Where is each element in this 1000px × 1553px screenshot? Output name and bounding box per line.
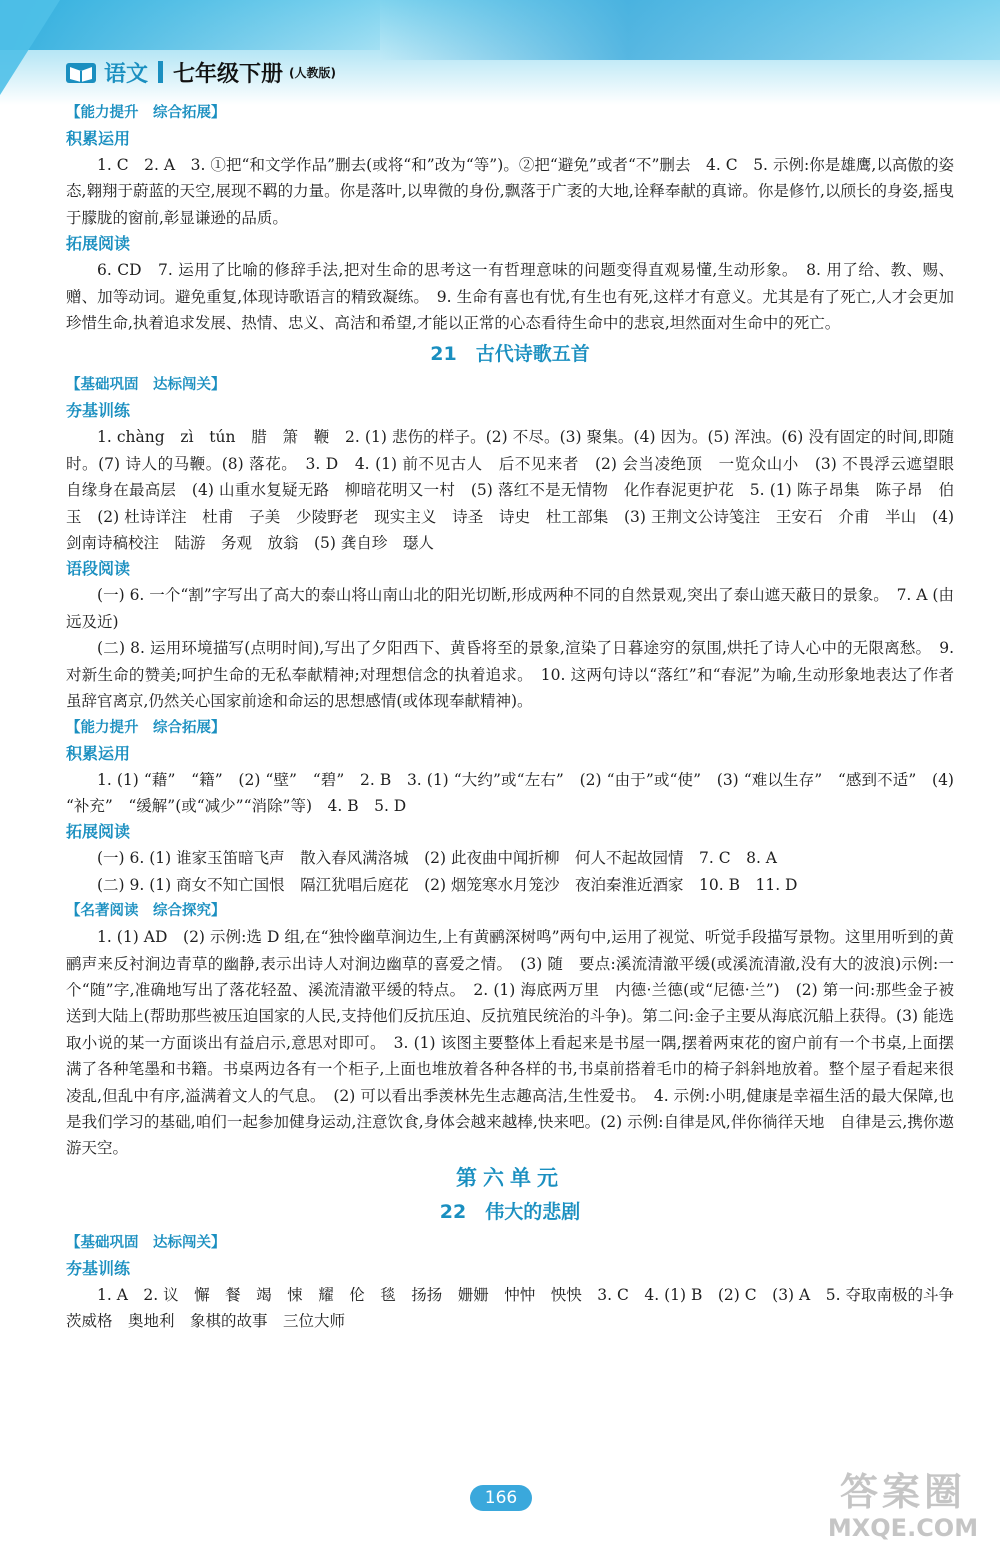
page-header bbox=[66, 56, 336, 88]
watermark-cn: 答案圈 bbox=[839, 1470, 966, 1514]
open-book-icon bbox=[66, 61, 96, 83]
section-bracket-heading: 【能力提升 综合拓展】 bbox=[66, 105, 226, 121]
answer-paragraph: (一) 6. (1) 谁家玉笛暗飞声 散入春风满洛城 (2) 此夜曲中闻折柳 何人不起故园情 7. C 8. A bbox=[97, 849, 777, 868]
subsection-heading: 夯基训练 bbox=[66, 1258, 131, 1278]
answer-paragraph: 1. A 2. 议 懈 餐 竭 悚 耀 伦 毯 扬扬 姗姗 忡忡 怏怏 3. C 4. (1) B (2) C (3) A 5. 夺取南极的斗争 茨威格 奥地利 象棋的故事 三位大师 bbox=[66, 1285, 970, 1331]
lesson-title: 21 古代诗歌五首 bbox=[430, 343, 590, 366]
section-bracket-heading: 【基础巩固 达标闯关】 bbox=[66, 377, 226, 394]
answer-paragraph: 1. C 2. A 3. ①把“和文学作品”删去(或将“和”改为“等”)。②把“避免”或者“不”删去 4. C 5. 示例:你是雄鹰,以高傲的姿态,翱翔于蔚蓝的天空,展现不羁的力量。你是落叶,以卑微的身份,飘落于广袤的大地,诠释奉献的真谛。你是修竹,以颀长的身姿,摇曳于朦胧的窗前,彰显谦逊的品质。 bbox=[66, 156, 954, 227]
header-divider bbox=[158, 61, 163, 83]
section-bracket-heading: 【基础巩固 达标闯关】 bbox=[66, 1234, 226, 1251]
watermark-logo bbox=[818, 1470, 988, 1548]
grade-label: 七年级下册 bbox=[173, 61, 284, 87]
section-bracket-heading: 【名著阅读 综合探究】 bbox=[66, 903, 226, 920]
answer-paragraph: 1. (1) AD (2) 示例:选 D 组,在“独怜幽草涧边生,上有黄鹂深树鸣”两句中,运用了视觉、听觉手段描写景物。这里用听到的黄鹂声来反衬涧边青草的幽静,表示出诗人对涧边幽草的喜爱之情。 (3) 随 要点:溪流清澈平缓(或溪流清澈,没有大的波浪)示例:一个“随”字,准确地写出了落花轻盈、溪流清澈平缓的特点。 2. (1) 海底两万里 内德·兰德(或“尼德·兰”) (2) 第一问:那些金子被送到大陆上(帮助那些被压迫国家的人民,支持他们反抗压迫、反抗殖民统治的斗争)。第二问:金子主要从海底沉船上获得。(3) 能选取小说的某一方面谈出有益启示,意思对即可。 3. (1) 该图主要整体上看起来是书屋一隅,摆着两束花的窗户前有一个书桌,上面摆满了各种笔墨和书籍。书桌两边各有一个柜子,上面也堆放着各种各样的书,书桌前搭着毛巾的椅子斜斜地放着。整个屋子看起来很凌乱,但乱中有序,溢满着文人的气息。 (2) 可以看出季羡林先生志趣高洁,生性爱书。 4. 示例:小明,健康是幸福生活的最大保障,也是我们学习的基础,咱们一起参加健身运动,注意饮食,身体会越来越棒,快来吧。(2) 示例:自律是风,伴你徜徉天地 自律是云,携你遨游天空。 bbox=[66, 928, 954, 1158]
banner-triangle bbox=[0, 0, 60, 95]
page-number: 166 bbox=[470, 1485, 532, 1511]
answer-paragraph: 6. CD 7. 运用了比喻的修辞手法,把对生命的思考这一有哲理意味的问题变得直观易懂,生动形象。 8. 用了给、教、赐、赠、加等动词。避免重复,体现诗歌语言的精致凝练。 9. 生命有喜也有忧,有生也有死,这样才有意义。尤其是有了死亡,人才会更加珍惜生命,执着追求发展、热情、忠义、高洁和希望,才能以正常的心态看待生命中的悲哀,坦然面对生命中的死亡。 bbox=[66, 261, 954, 333]
subsection-heading: 拓展阅读 bbox=[66, 822, 131, 842]
subsection-heading: 积累运用 bbox=[66, 129, 131, 148]
subsection-heading: 拓展阅读 bbox=[66, 234, 131, 254]
subsection-heading: 积累运用 bbox=[66, 743, 131, 763]
subsection-heading: 夯基训练 bbox=[66, 401, 131, 421]
edition-label: (人教版) bbox=[289, 65, 337, 80]
unit-title: 第六单元 bbox=[456, 1165, 564, 1190]
answer-paragraph: (一) 6. 一个“割”字写出了高大的泰山将山南山北的阳光切断,形成两种不同的自然景观,突出了泰山遮天蔽日的景象。 7. A (由远及近) bbox=[66, 586, 954, 631]
banner-stripe-right bbox=[380, 0, 1000, 60]
answer-paragraph: 1. chàng zì tún 腊 箫 鞭 2. (1) 悲伤的样子。(2) 不尽。(3) 聚集。(4) 因为。(5) 浑浊。(6) 没有固定的时间,即随时。(7) 诗人的马鞭。(8) 落花。 3. D 4. (1) 前不见古人 后不见来者 (2) 会当凌绝顶 一览众山小 (3) 不畏浮云遮望眼 自缘身在最高层 (4) 山重水复疑无路 柳暗花明又一村 (5) 落红不是无情物 化作春泥更护花 5. (1) 陈子昂集 陈子昂 伯玉 (2) 杜诗详注 杜甫 子美 少陵野老 现实主义 诗圣 诗史 杜工部集 (3) 王荆文公诗笺注 王安石 介甫 半山 (4) 剑南诗稿校注 陆游 务观 放翁 (5) 龚自珍 璱人 bbox=[66, 428, 970, 553]
subject-label: 语文 bbox=[104, 61, 149, 87]
watermark-en: MXQE.COM bbox=[827, 1514, 979, 1542]
answer-paragraph: (二) 9. (1) 商女不知亡国恨 隔江犹唱后庭花 (2) 烟笼寒水月笼沙 夜泊秦淮近酒家 10. B 11. D bbox=[97, 875, 798, 894]
section-bracket-heading: 【能力提升 综合拓展】 bbox=[66, 719, 226, 736]
answer-paragraph: (二) 8. 运用环境描写(点明时间),写出了夕阳西下、黄昏将至的景象,渲染了日暮途穷的氛围,烘托了诗人心中的无限离愁。 9. 对新生命的赞美;呵护生命的无私奉献精神;对理想信念的执着追求。 10. 这两句诗以“落红”和“春泥”为喻,生动形象地表达了作者虽辞官离京,仍然关心国家前途和命运的思想感情(或体现奉献精神)。 bbox=[66, 639, 954, 711]
answer-paragraph: 1. (1) “藉” “籍” (2) “壁” “碧” 2. B 3. (1) “大约”或“左右” (2) “由于”或“使” (3) “难以生存” “感到不适” (4) “补充” “缓解”(或“减少”“消除”等) 4. B 5. D bbox=[66, 770, 954, 815]
lesson-title: 22 伟大的悲剧 bbox=[439, 1200, 581, 1223]
subsection-heading: 语段阅读 bbox=[66, 559, 131, 579]
answer-content bbox=[66, 100, 970, 1335]
